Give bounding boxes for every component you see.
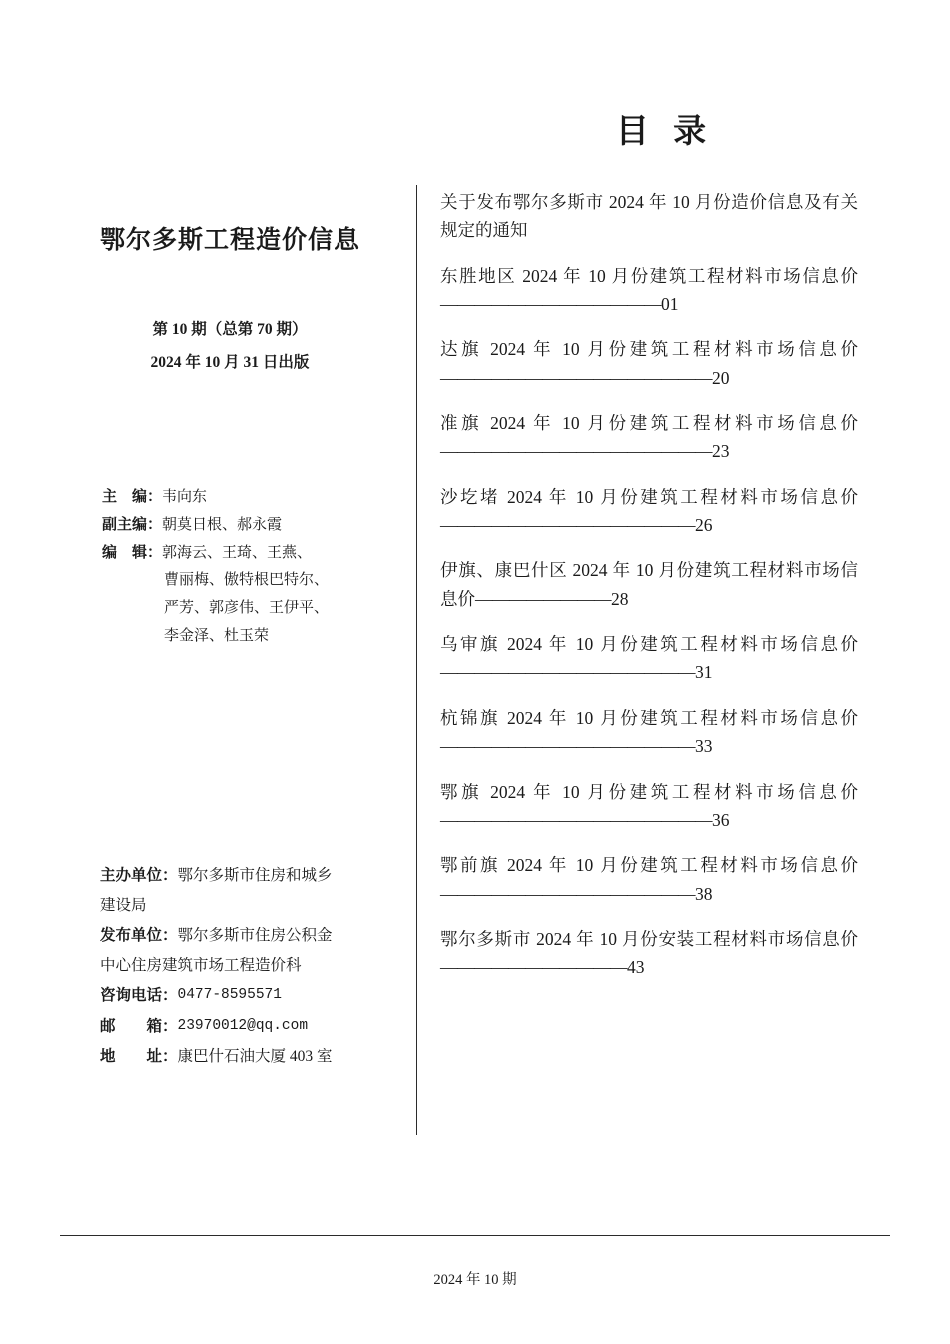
toc-entry[interactable] — [440, 483, 858, 540]
org-publisher-unit-line-2: 中心住房建筑市场工程造价科 — [100, 957, 302, 975]
org-value: 鄂尔多斯市住房和城乡 — [177, 866, 333, 884]
toc-leader: ——————————————— — [440, 736, 695, 757]
staff-value: 朝莫日根、郝永霞 — [162, 516, 283, 533]
email-address: 23970012@qq.com — [177, 1017, 309, 1034]
toc-entry-text: 乌审旗 2024 年 10 月份建筑工程材料市场信息价 — [440, 634, 858, 655]
footer-divider — [60, 1235, 890, 1236]
toc-entry-text: 东胜地区 2024 年 10 月份建筑工程材料市场信息价 — [440, 265, 858, 286]
toc-leader: ——————————————— — [440, 515, 695, 536]
org-row-host-unit — [100, 861, 400, 891]
toc-entry-text: 鄂前旗 2024 年 10 月份建筑工程材料市场信息价 — [440, 855, 858, 876]
toc-entry-text: 鄂尔多斯市 2024 年 10 月份安装工程材料市场信息价 — [440, 928, 858, 949]
staff-row-editors — [102, 540, 400, 568]
issue-info — [60, 314, 400, 379]
org-row-email — [100, 1012, 400, 1042]
toc-entry[interactable] — [440, 630, 858, 687]
toc-page-number: 43 — [627, 957, 645, 978]
toc-leader: ———————————————— — [440, 809, 712, 830]
toc-page-number: 38 — [695, 883, 713, 904]
column-divider — [416, 185, 417, 1135]
toc-page-number: 01 — [661, 294, 679, 315]
toc-page-number: 33 — [695, 736, 713, 757]
publication-title: 鄂尔多斯工程造价信息 — [99, 227, 360, 254]
toc-entry[interactable] — [440, 925, 858, 982]
toc-leader: ———————————————— — [440, 441, 712, 462]
toc-entry[interactable] — [440, 851, 858, 908]
toc-leader: ——————————————— — [440, 662, 695, 683]
toc-entry[interactable] — [440, 262, 858, 319]
phone-number: 0477-8595571 — [177, 987, 282, 1004]
toc-entry[interactable] — [440, 188, 858, 245]
table-of-contents — [440, 188, 858, 999]
org-row-phone — [100, 981, 400, 1011]
toc-page-number: 28 — [611, 588, 629, 609]
toc-leader: ———————— — [475, 588, 611, 609]
org-host-unit-line-2: 建设局 — [100, 896, 147, 914]
toc-page-number: 26 — [695, 515, 713, 536]
toc-entry-text: 准旗 2024 年 10 月份建筑工程材料市场信息价 — [440, 413, 858, 434]
org-label: 地 址： — [100, 1047, 178, 1065]
toc-entry[interactable] — [440, 704, 858, 761]
toc-entry-text: 关于发布鄂尔多斯市 2024 年 10 月份造价信息及有关规定的通知 — [440, 192, 858, 241]
toc-leader: ———————————————— — [440, 367, 712, 388]
org-label: 邮 箱： — [100, 1017, 178, 1035]
staff-row-editor-in-chief — [102, 484, 400, 512]
org-row-address — [100, 1042, 400, 1072]
toc-page-number: 36 — [712, 809, 730, 830]
staff-list — [102, 484, 400, 651]
org-label: 发布单位： — [100, 927, 178, 945]
toc-entry-text: 沙圪堵 2024 年 10 月份建筑工程材料市场信息价 — [440, 486, 858, 507]
toc-entry[interactable] — [440, 335, 858, 392]
staff-editors-line-3: 严芳、郭彦伟、王伊平、 — [164, 600, 330, 617]
toc-entry-text: 鄂旗 2024 年 10 月份建筑工程材料市场信息价 — [440, 781, 858, 802]
staff-label: 编 辑： — [102, 544, 163, 561]
publish-date: 2024 年 10 月 31 日出版 — [150, 353, 310, 371]
organization-info — [100, 861, 400, 1073]
office-address: 康巴什石油大厦 403 室 — [177, 1047, 333, 1065]
org-value: 鄂尔多斯市住房公积金 — [177, 927, 333, 945]
toc-entry-text: 杭锦旗 2024 年 10 月份建筑工程材料市场信息价 — [440, 707, 858, 728]
staff-label: 副主编： — [102, 516, 163, 533]
org-label: 主办单位： — [100, 866, 178, 884]
toc-page-number: 23 — [712, 441, 730, 462]
staff-value: 郭海云、王琦、王燕、 — [162, 544, 313, 561]
toc-leader: ——————————————— — [440, 883, 695, 904]
toc-leader: ——————————— — [440, 957, 627, 978]
toc-entry[interactable] — [440, 409, 858, 466]
issue-number: 第 10 期（总第 70 期） — [152, 321, 308, 338]
staff-row-deputy-editor — [102, 512, 400, 540]
staff-editors-line-2: 曹丽梅、傲特根巴特尔、 — [164, 572, 330, 589]
footer-label: 2024 年 10 期 — [433, 1272, 517, 1288]
toc-page-number: 31 — [695, 662, 713, 683]
toc-page-number: 20 — [712, 367, 730, 388]
toc-leader: ————————————— — [440, 294, 661, 315]
org-row-publisher-unit — [100, 921, 400, 951]
page-title: 目 录 — [615, 114, 715, 150]
org-label: 咨询电话： — [100, 987, 178, 1005]
toc-entry[interactable] — [440, 778, 858, 835]
staff-label: 主 编： — [102, 489, 163, 506]
masthead-column — [60, 185, 400, 1072]
toc-entry-text: 伊旗、康巴什区 2024 年 10 月份建筑工程材料市场信息价 — [440, 560, 858, 609]
staff-value: 韦向东 — [162, 489, 208, 506]
toc-entry[interactable] — [440, 556, 858, 613]
staff-editors-line-4: 李金泽、杜玉荣 — [164, 627, 270, 644]
toc-entry-text: 达旗 2024 年 10 月份建筑工程材料市场信息价 — [440, 339, 858, 360]
